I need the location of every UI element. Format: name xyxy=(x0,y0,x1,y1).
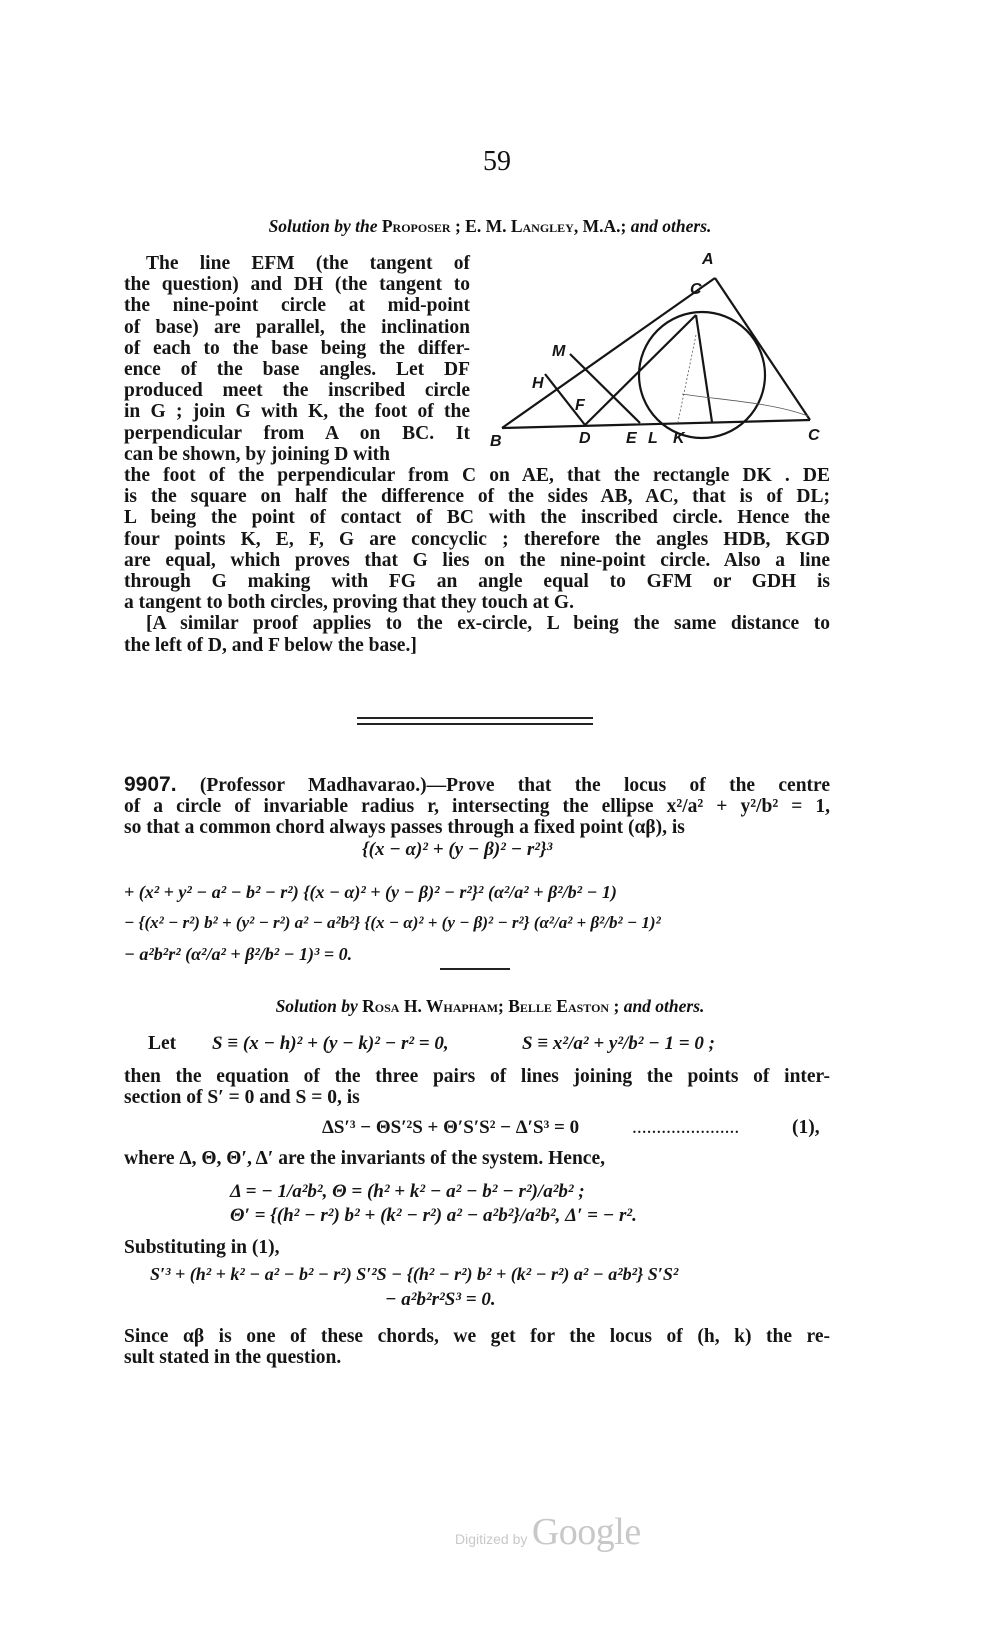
side-bc xyxy=(502,420,810,428)
let-equation-2: S ≡ x²/a² + y²/b² − 1 = 0 ; xyxy=(522,1033,715,1054)
text-line: are equal, which proves that G lies on the nine-point circle. Also a line xyxy=(124,549,830,571)
byline-author: Rosa H. Whapham xyxy=(362,996,499,1016)
watermark-prefix: Digitized by xyxy=(455,1531,528,1547)
byline-author: E. M. Langley, M.A. xyxy=(465,216,621,236)
byline-proposer: Proposer xyxy=(381,216,451,236)
text-line: perpendicular from A on BC. It xyxy=(124,422,470,444)
text-line: a tangent to both circles, proving that they touch at G. xyxy=(124,592,574,614)
equation-line: − {(x² − r²) b² + (y² − r²) a² − a²b²} {(x − α)² + (y − β)² − r²} (α²/a² + β²/b² − 1)² xyxy=(124,913,661,932)
label-c-top: C xyxy=(690,281,702,298)
text-line: of each to the base being the differ- xyxy=(124,337,470,359)
page-number: 59 xyxy=(483,146,511,177)
question-number: 9907. xyxy=(124,773,177,796)
text-line: then the equation of the three pairs of lines joining the points of inter- xyxy=(124,1066,830,1087)
let-equation-1: S ≡ (x − h)² + (y − k)² − r² = 0, xyxy=(212,1033,449,1054)
section-divider-top xyxy=(357,717,593,719)
byline-sep: ; xyxy=(613,996,620,1016)
question-line-3: so that a common chord always passes through a fixed point (αβ), is xyxy=(124,817,685,839)
invariants-line-2: Θ′ = {(h² − r²) b² + (k² − r²) a² − a²b²}/a²b², Δ′ = − r². xyxy=(230,1205,637,1226)
solution-byline-1 xyxy=(120,216,860,237)
text-line: can be shown, by joining D with xyxy=(124,443,391,465)
label-f: F xyxy=(575,397,585,414)
triangle-figure xyxy=(490,250,830,450)
faint-curve xyxy=(682,394,808,416)
text-line: L being the point of contact of BC with the inscribed circle. Hence the xyxy=(124,507,830,529)
text-line: the foot of the perpendicular from C on AE, that the rectangle DK . DE xyxy=(124,465,830,486)
let-label: Let xyxy=(148,1033,177,1054)
byline-sep: ; xyxy=(498,996,504,1016)
text-line: Since αβ is one of these chords, we get for the locus of (h, k) the re- xyxy=(124,1326,830,1347)
then-paragraph xyxy=(124,1066,830,1108)
text-line: the nine-point circle at mid-point xyxy=(124,295,470,317)
text-line: produced meet the inscribed circle xyxy=(124,380,470,402)
digitized-by-google-watermark xyxy=(455,1510,641,1554)
final-paragraph xyxy=(124,1326,830,1368)
equation-line: + (x² + y² − a² − b² − r²) {(x − α)² + (y − β)² − r²}² (α²/a² + β²/b² − 1) xyxy=(124,882,617,902)
text-line: the left of D, and F below the base.] xyxy=(124,634,417,656)
byline-prefix: Solution by the xyxy=(268,216,378,236)
text-line: ence of the base angles. Let DF xyxy=(124,359,470,381)
text-line: sult stated in the question. xyxy=(124,1347,342,1369)
label-h: H xyxy=(532,375,544,392)
solution-byline-2 xyxy=(120,996,860,1017)
label-c-right: C xyxy=(808,427,820,444)
equation-line: {(x − α)² + (y − β)² − r²}³ xyxy=(362,839,553,860)
side-ab xyxy=(502,278,715,428)
text-line: of base) are parallel, the inclination xyxy=(124,316,470,338)
text-line: The line EFM (the tangent of xyxy=(146,253,470,274)
invariants-line-1: Δ = − 1/a²b², Θ = (h² + k² − a² − b² − r²)/a²b² ; xyxy=(230,1181,585,1202)
substituted-equation-2: − a²b²r²S³ = 0. xyxy=(385,1289,496,1310)
byline-sep: ; xyxy=(620,216,627,236)
side-ac xyxy=(715,278,810,420)
label-k: K xyxy=(673,430,685,447)
byline-prefix: Solution by xyxy=(275,996,358,1016)
label-m: M xyxy=(552,343,566,360)
inscribed-circle xyxy=(639,312,765,438)
text-line: through G making with FG an angle equal to GFM or GDH is xyxy=(124,571,830,593)
text-line xyxy=(124,774,830,796)
equation-1-leader-dots: ...................... xyxy=(632,1117,740,1138)
line-ck xyxy=(696,315,712,422)
text-line: [A similar proof applies to the ex-circle, L being the same distance to xyxy=(146,613,830,635)
byline-sep: ; xyxy=(454,216,461,236)
label-b: B xyxy=(490,433,502,450)
label-e: E xyxy=(626,430,637,447)
section-divider-bottom xyxy=(357,723,593,725)
text-line: four points K, E, F, G are concyclic ; therefore the angles HDB, KGD xyxy=(124,528,830,550)
text-line: section of S′ = 0 and S = 0, is xyxy=(124,1087,360,1109)
equation-1-tag: (1), xyxy=(792,1117,820,1138)
label-a: A xyxy=(702,251,714,268)
solution-paragraph-narrow xyxy=(124,253,470,465)
byline-author: Belle Easton xyxy=(508,996,610,1016)
question-9907 xyxy=(124,774,830,839)
where-line: where Δ, Θ, Θ′, Δ′ are the invariants of the system. Hence, xyxy=(124,1148,605,1169)
solution-paragraph-wide xyxy=(124,465,830,656)
short-divider xyxy=(440,968,510,970)
question-line-2: of a circle of invariable radius r, intersecting the ellipse x²/a² + y²/b² = 1, xyxy=(124,796,830,818)
question-line-1: (Professor Madhavarao.)—Prove that the locus of the centre xyxy=(199,775,830,796)
google-logo: Google xyxy=(531,1511,641,1553)
substituting-label: Substituting in (1), xyxy=(124,1237,280,1258)
substituted-equation-1: S′³ + (h² + k² − a² − b² − r²) S′²S − {(h² − r²) b² + (k² − r²) a² − a²b²} S′S² xyxy=(150,1264,679,1284)
text-line: the question) and DH (the tangent to xyxy=(124,274,470,296)
dotted-line xyxy=(678,335,696,422)
equation-1: ΔS′³ − ΘS′²S + Θ′S′S² − Δ′S³ = 0 xyxy=(322,1117,580,1138)
text-line: is the square on half the difference of the sides AB, AC, that is of DL; xyxy=(124,486,830,508)
byline-suffix: and others. xyxy=(623,996,705,1016)
text-line: in G ; join G with K, the foot of the xyxy=(124,401,470,423)
equation-line: − a²b²r² (α²/a² + β²/b² − 1)³ = 0. xyxy=(124,944,353,964)
label-d: D xyxy=(579,430,591,447)
byline-suffix: and others. xyxy=(630,216,712,236)
label-l: L xyxy=(648,430,658,447)
